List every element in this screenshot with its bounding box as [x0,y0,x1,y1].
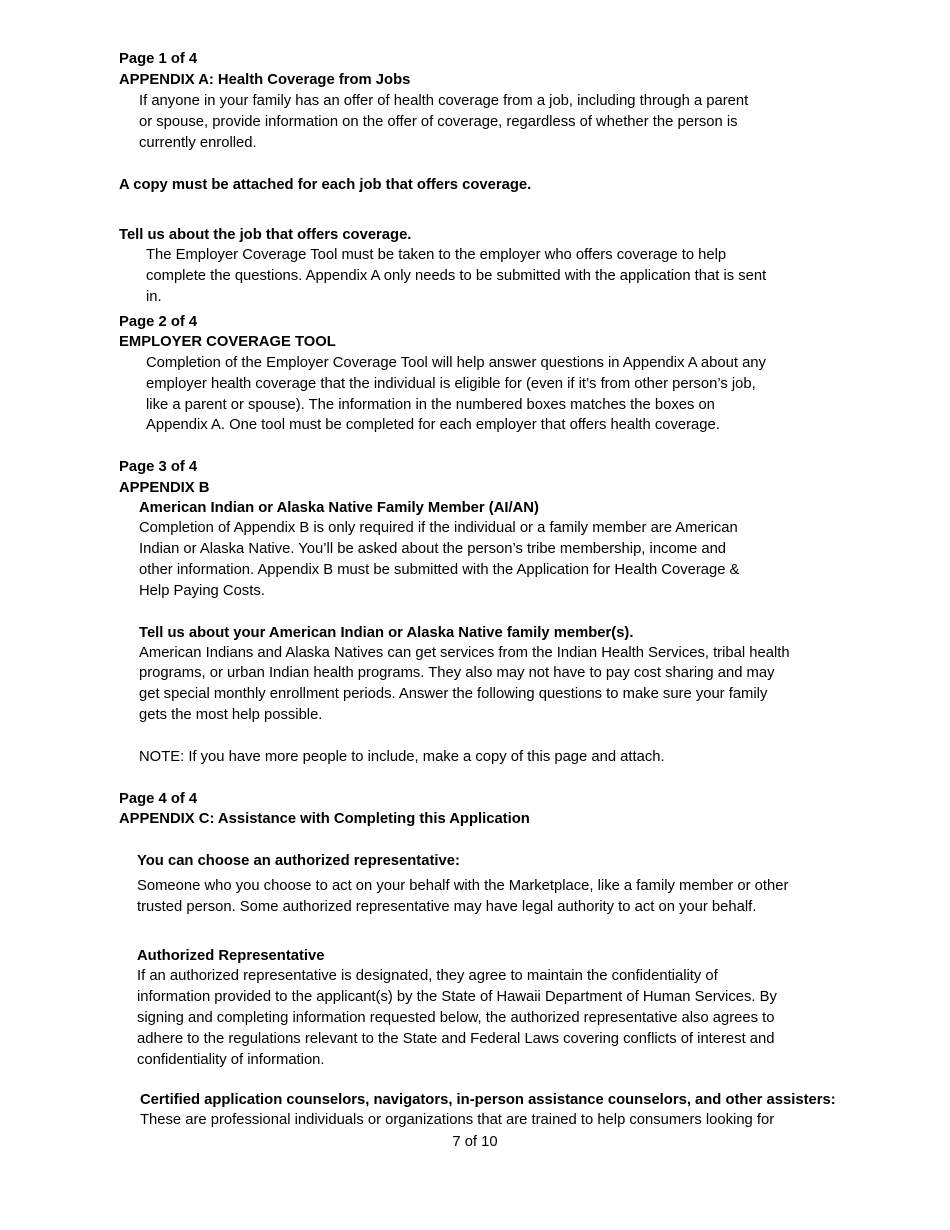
copy-note: A copy must be attached for each job that offers coverage. [119,177,532,193]
paragraph-line: signing and completing information requested below, the authorized representative also agrees to [137,1010,775,1026]
paragraph-line: Appendix A. One tool must be completed for each employer that offers health coverage. [146,417,720,433]
paragraph-line: adhere to the regulations relevant to the State and Federal Laws covering conflicts of interest and [137,1031,775,1047]
appendix-a-title: APPENDIX A: Health Coverage from Jobs [119,72,411,88]
appendix-c-title: APPENDIX C: Assistance with Completing this Application [119,811,530,827]
cert-heading: Certified application counselors, navigators, in-person assistance counselors, and other assisters: [140,1092,836,1108]
paragraph-line: Indian or Alaska Native. You’ll be asked about the person’s tribe membership, income and [139,541,727,557]
page-number: 7 of 10 [452,1134,498,1150]
paragraph-line: Someone who you choose to act on your behalf with the Marketplace, like a family member or other [137,878,789,894]
paragraph-line: gets the most help possible. [139,707,323,723]
paragraph-line: These are professional individuals or organizations that are trained to help consumers looking for [140,1112,775,1128]
paragraph-line: other information. Appendix B must be submitted with the Application for Health Coverage & [139,562,740,578]
paragraph-line: programs, or urban Indian health programs. They also may not have to pay cost sharing and may [139,665,775,681]
paragraph-line: confidentiality of information. [137,1052,325,1068]
note-text: NOTE: If you have more people to include, make a copy of this page and attach. [139,749,665,765]
page-label-4: Page 4 of 4 [119,791,198,807]
aian-subtitle: American Indian or Alaska Native Family Member (AI/AN) [139,500,539,516]
aian-heading: Tell us about your American Indian or Alaska Native family member(s). [139,625,634,641]
paragraph-line: or spouse, provide information on the offer of coverage, regardless of whether the person is [139,114,738,130]
paragraph-line: Completion of Appendix B is only required if the individual or a family member are American [139,520,738,536]
paragraph-line: The Employer Coverage Tool must be taken to the employer who offers coverage to help [146,247,727,263]
appendix-b-title: APPENDIX B [119,480,210,496]
paragraph-line: in. [146,289,162,305]
paragraph-line: Completion of the Employer Coverage Tool will help answer questions in Appendix A about any [146,355,766,371]
paragraph-line: employer health coverage that the individual is eligible for (even if it’s from other person’s job, [146,376,756,392]
rep-heading: You can choose an authorized representative: [137,853,460,869]
paragraph-line: American Indians and Alaska Natives can get services from the Indian Health Services, tribal health [139,645,790,661]
paragraph-line: If anyone in your family has an offer of health coverage from a job, including through a parent [139,93,749,109]
paragraph-line: complete the questions. Appendix A only needs to be submitted with the application that is sent [146,268,767,284]
auth-heading: Authorized Representative [137,948,325,964]
page-label-2: Page 2 of 4 [119,314,198,330]
paragraph-line: like a parent or spouse). The information in the numbered boxes matches the boxes on [146,397,715,413]
paragraph-line: Help Paying Costs. [139,583,265,599]
paragraph-line: currently enrolled. [139,135,257,151]
page-label-1: Page 1 of 4 [119,51,198,67]
page-label-3: Page 3 of 4 [119,459,198,475]
paragraph-line: trusted person. Some authorized representative may have legal authority to act on your behalf. [137,899,757,915]
employer-tool-title: EMPLOYER COVERAGE TOOL [119,334,336,350]
job-heading: Tell us about the job that offers coverage. [119,227,412,243]
paragraph-line: If an authorized representative is designated, they agree to maintain the confidentiality of [137,968,718,984]
paragraph-line: information provided to the applicant(s) by the State of Hawaii Department of Human Services. By [137,989,777,1005]
paragraph-line: get special monthly enrollment periods. Answer the following questions to make sure your family [139,686,768,702]
